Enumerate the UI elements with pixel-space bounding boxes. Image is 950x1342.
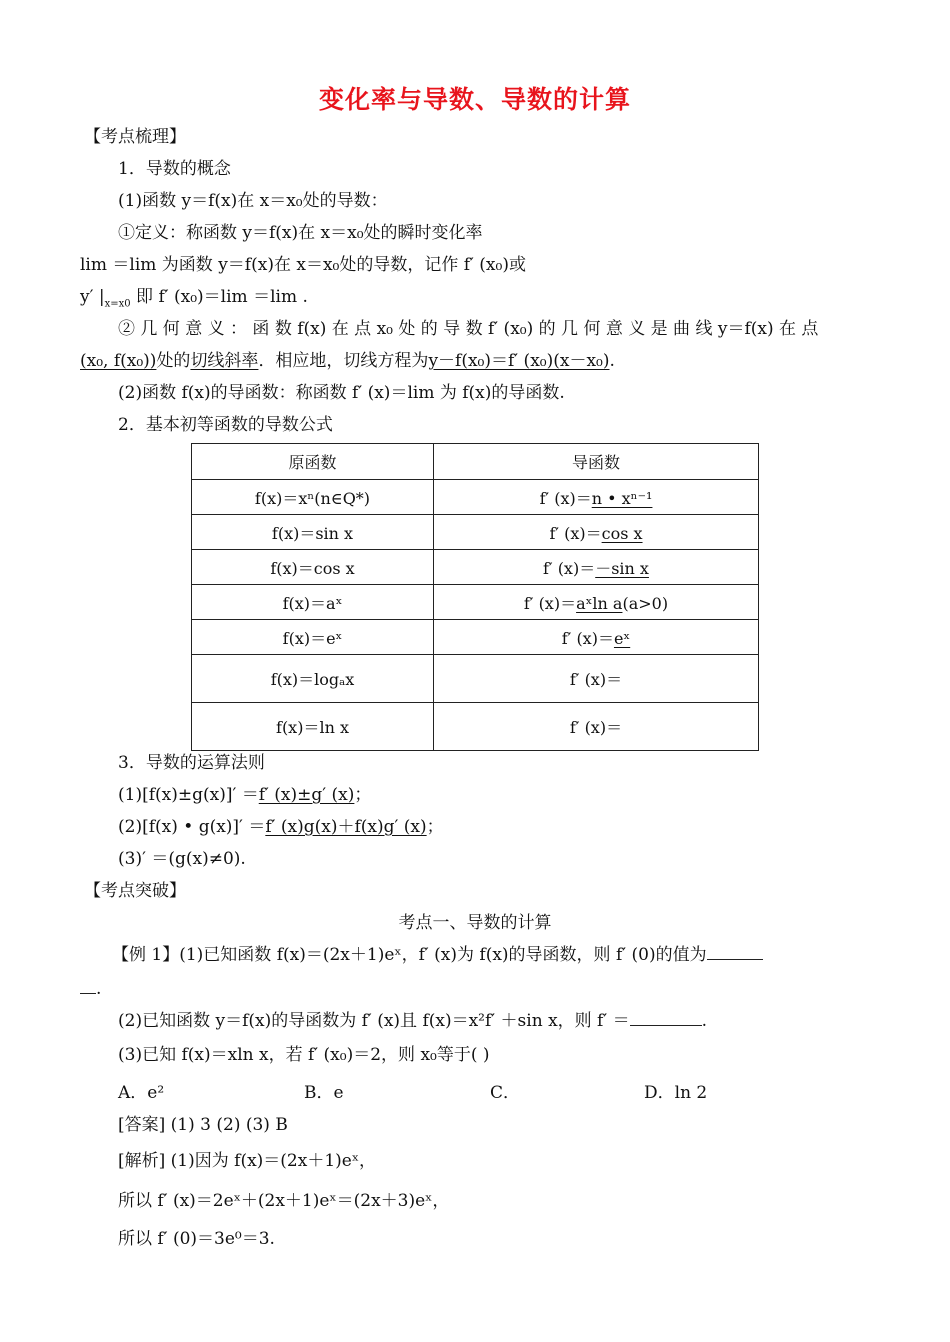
cell-derivative [434,585,759,620]
option-d: D．ln 2 [644,1083,708,1103]
item-basic-formulas: 2．基本初等函数的导数公式 [118,415,333,435]
rule-sum-prefix: (1)[f(x)±g(x)]′ ＝ [118,785,259,805]
geometric-meaning-line-2 [80,350,615,372]
text-period: . [701,1011,708,1031]
cell-derivative [434,703,759,751]
page-title: 变化率与导数、导数的计算 [318,85,631,114]
answer-line: [答案] (1) 3 (2) (3) B [118,1115,288,1135]
section-header-review: 【考点梳理】 [84,127,186,147]
derivative-prefix: f′ (x)＝ [543,558,596,578]
subsection-title: 考点一、导数的计算 [398,913,552,933]
answer-blank[interactable] [630,1025,702,1026]
cell-original: f(x)＝xⁿ(n∈Q*) [192,480,434,515]
derivative-prefix: f′ (x)＝ [561,628,614,648]
text-chu-de: 处的 [156,351,191,371]
table-row [192,550,759,585]
definition-line-2: lim ＝lim 为函数 y＝f(x)在 x＝x₀处的导数，记作 f′ (x₀)或 [80,255,526,275]
tangent-point-answer: (x₀, f(x₀)) [80,351,157,371]
cell-derivative [434,655,759,703]
derivative-prefix: f′ (x)＝ [523,593,577,613]
table-header-row [192,444,759,480]
rule-quotient: (3)′ ＝(g(x)≠0). [118,849,246,869]
definition-line-3 [80,286,308,315]
rule-product-prefix: (2)[f(x) • g(x)]′ ＝ [118,817,266,837]
table-row [192,585,759,620]
header-derived-function: 导函数 [434,444,759,480]
cell-original: f(x)＝sin x [192,515,434,550]
eval-subscript: x=x0 [104,298,131,310]
cell-original: f(x)＝logₐx [192,655,434,703]
derivative-formula-table [191,443,759,751]
derivative-answer: eˣ [613,628,631,648]
cell-derivative [434,515,759,550]
cell-original: f(x)＝ln x [192,703,434,751]
analysis-line: [解析] (1)因为 f(x)＝(2x＋1)eˣ， [118,1151,377,1171]
rule-sum-suffix: ； [354,785,372,805]
answer-blank-continued[interactable] [80,993,96,994]
example1-part1 [112,944,763,966]
derivative-answer: cos x [601,523,643,543]
prime-notation: y′ | [80,287,105,307]
definition-line-1: ①定义：称函数 y＝f(x)在 x＝x₀处的瞬时变化率 [118,223,483,243]
answer-blank[interactable] [707,959,763,960]
cell-original: f(x)＝cos x [192,550,434,585]
text-period: . [609,351,615,371]
item-operation-rules: 3．导数的运算法则 [118,753,265,773]
derivative-prefix: f′ (x)＝ [569,670,623,689]
rule-sum-answer: f′ (x)±g′ (x) [258,785,355,805]
option-a: A．e² [118,1083,165,1103]
derivative-prefix: f′ (x)＝ [569,718,623,737]
derivative-answer: －sin x [595,558,649,578]
text-tangent-eq-intro: ．相应地，切线方程为 [258,351,429,371]
option-b: B．e [304,1083,344,1103]
solution-step-2: 所以 f′ (0)＝3e⁰＝3. [118,1229,275,1249]
item-derivative-concept: 1．导数的概念 [118,159,231,179]
example2-text: (2)已知函数 y＝f(x)的导函数为 f′ (x)且 f(x)＝x²f′ ＋sin x，则 f′ ＝ [118,1011,630,1031]
tangent-slope-answer: 切线斜率 [190,351,259,371]
cell-derivative [434,620,759,655]
cell-original: f(x)＝eˣ [192,620,434,655]
rule-sum [118,784,371,806]
cell-derivative [434,550,759,585]
section-header-breakthrough: 【考点突破】 [84,881,186,901]
option-c: C． [490,1083,521,1103]
table-row [192,480,759,515]
geometric-meaning-line-1: ② 几 何 意 义 ： 函 数 f(x) 在 点 x₀ 处 的 导 数 f′ (x₀) 的 几 何 意 义 是 曲 线 y＝f(x) 在 点 [118,319,819,339]
table-row [192,620,759,655]
cell-original: f(x)＝aˣ [192,585,434,620]
rule-product [118,816,444,838]
example1-part3: (3)已知 f(x)＝xln x，若 f′ (x₀)＝2，则 x₀等于( ) [118,1045,490,1065]
rule-product-suffix: ； [426,817,444,837]
example1-text: 【例 1】(1)已知函数 f(x)＝(2x＋1)eˣ，f′ (x)为 f(x)的导函数，则 f′ (0)的值为 [112,945,707,965]
header-original-function: 原函数 [192,444,434,480]
derivative-answer: n • xⁿ⁻¹ [591,488,653,508]
example1-part1-continued [80,978,101,1000]
derivative-suffix: (a>0) [622,593,669,613]
derivative-answer: aˣln a [576,593,623,613]
text-period: . [96,979,102,999]
example1-part2 [118,1010,707,1032]
derivative-prefix: f′ (x)＝ [549,523,602,543]
para-derivative-at-point: (1)函数 y＝f(x)在 x＝x₀处的导数： [118,191,388,211]
table-row [192,703,759,751]
tangent-equation-answer: y－f(x₀)＝f′ (x₀)(x－x₀) [428,351,610,371]
solution-step-1: 所以 f′ (x)＝2eˣ＋(2x＋1)eˣ＝(2x＋3)eˣ， [118,1191,450,1211]
rule-product-answer: f′ (x)g(x)＋f(x)g′ (x) [265,817,427,837]
table-row [192,515,759,550]
derivative-prefix: f′ (x)＝ [539,488,592,508]
para-derived-function: (2)函数 f(x)的导函数：称函数 f′ (x)＝lim 为 f(x)的导函数. [118,383,565,403]
table-row [192,655,759,703]
cell-derivative [434,480,759,515]
limit-expression: 即 f′ (x₀)＝lim ＝lim . [136,287,308,307]
